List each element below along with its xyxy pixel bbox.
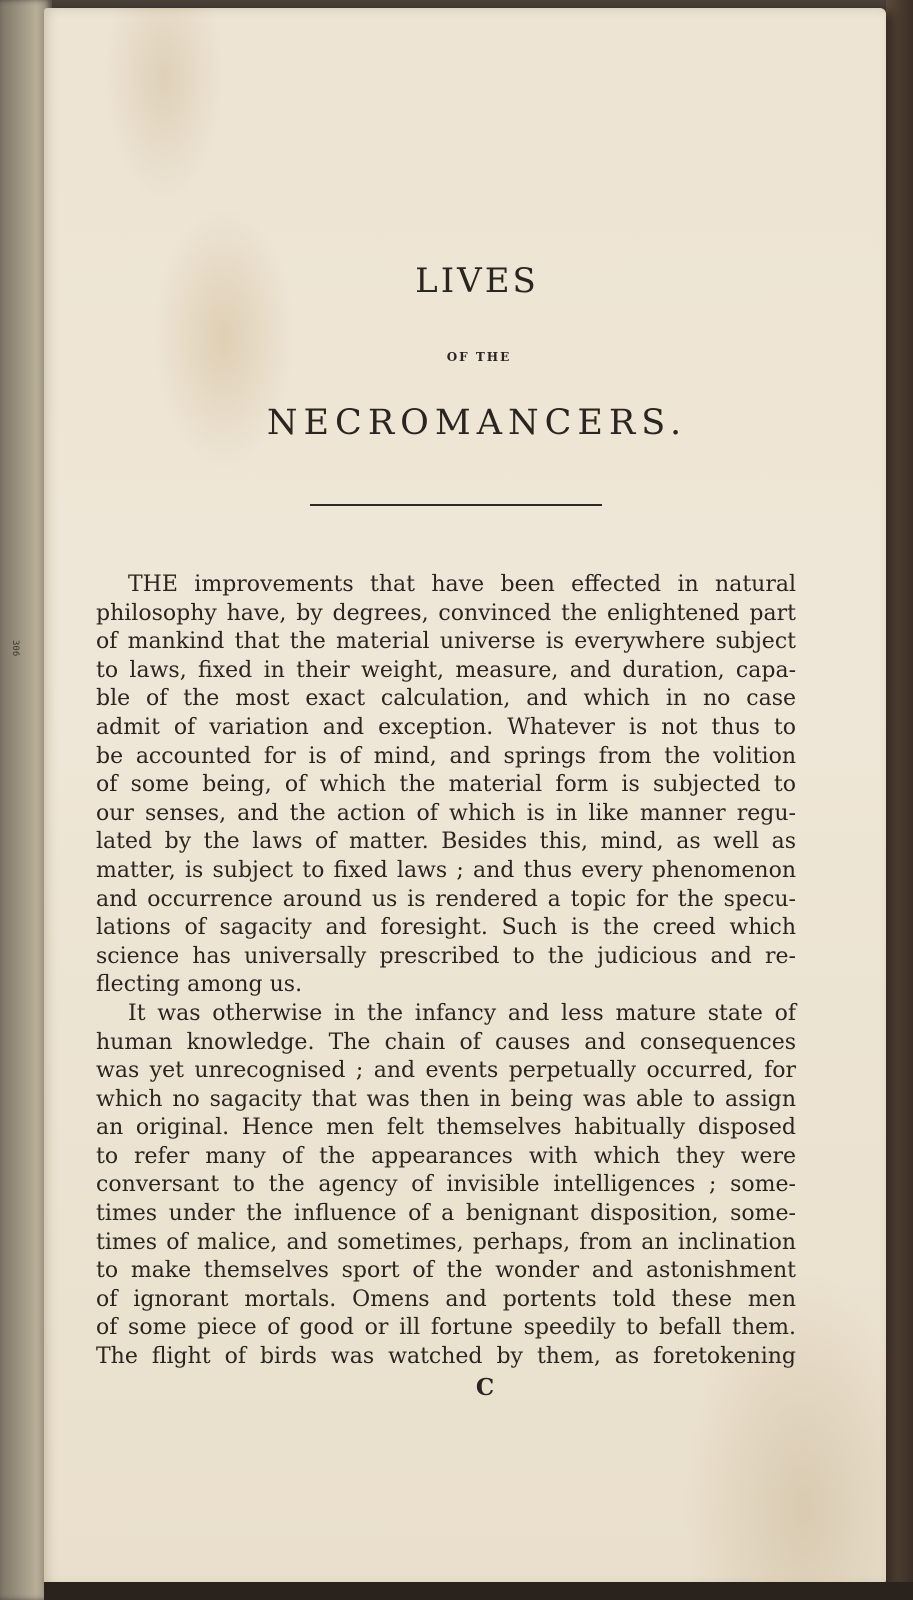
text-line: THE improvements that have been effected in natural <box>128 572 796 597</box>
text-line: was yet unrecognised ; and events perpetually occurred, for <box>96 1058 796 1084</box>
text-line: science has universally prescribed to the judicious and re- <box>96 943 796 969</box>
signature-mark: C <box>475 1374 495 1401</box>
text-line: to refer many of the appearances with which they were <box>96 1143 796 1169</box>
margin-number: 306 <box>10 640 20 657</box>
text-line: lated by the laws of matter. Besides this, mind, as well as <box>96 829 796 855</box>
text-line: philosophy have, by degrees, convinced the enlightened part <box>96 600 796 626</box>
background-bottom <box>44 1582 913 1600</box>
text-line: It was otherwise in the infancy and less mature state of <box>128 1000 796 1026</box>
book-page <box>44 8 886 1586</box>
text-line: an original. Hence men felt themselves habitually disposed <box>96 1115 796 1141</box>
text-line: times of malice, and sometimes, perhaps, from an inclination <box>96 1229 796 1255</box>
text-line: conversant to the agency of invisible intelligences ; some- <box>96 1172 796 1198</box>
title-rule <box>310 504 602 506</box>
text-line: of mankind that the material universe is everywhere subject <box>96 629 796 655</box>
title-necromancers: NECROMANCERS. <box>266 403 688 443</box>
text-line: to laws, fixed in their weight, measure, and duration, capa- <box>96 657 796 683</box>
text-line: of some piece of good or ill fortune speedily to befall them. <box>96 1315 796 1341</box>
text-line: The flight of birds was watched by them, as foretokening <box>96 1344 796 1370</box>
title-of-the: OF THE <box>446 350 512 364</box>
text-line: and occurrence around us is rendered a topic for the specu- <box>96 886 796 912</box>
text-line: our senses, and the action of which is in like manner regu- <box>96 800 796 826</box>
text-line: which no sagacity that was then in being was able to assign <box>96 1086 796 1112</box>
text-line: flecting among us. <box>96 972 303 998</box>
title-lives: LIVES <box>415 261 539 301</box>
text-line: lations of sagacity and foresight. Such is the creed which <box>96 915 796 941</box>
text-line: human knowledge. The chain of causes and consequences <box>96 1029 796 1055</box>
text-line: of ignorant mortals. Omens and portents told these men <box>96 1286 796 1312</box>
background-right <box>886 0 913 1600</box>
text-line: ble of the most exact calculation, and which in no case <box>96 686 796 712</box>
text-line: of some being, of which the material form is subjected to <box>96 772 796 798</box>
text-line: to make themselves sport of the wonder and astonishment <box>96 1258 796 1284</box>
text-line: times under the influence of a benignant disposition, some- <box>96 1201 796 1227</box>
body-text <box>96 571 796 1372</box>
text-line: be accounted for is of mind, and springs from the volition <box>96 743 796 769</box>
text-line: matter, is subject to fixed laws ; and thus every phenomenon <box>96 857 796 883</box>
text-line: admit of variation and exception. Whatever is not thus to <box>96 714 796 740</box>
